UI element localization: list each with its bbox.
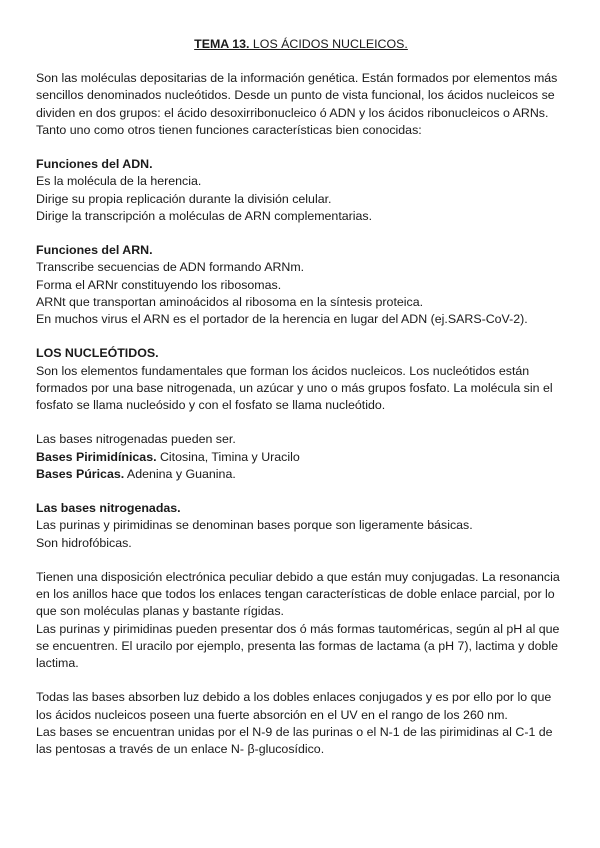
bases-puricas-line (36, 466, 566, 483)
title-number: TEMA 13. (194, 37, 250, 51)
bases-puricas-label: Bases Púricas. (36, 466, 125, 481)
bases-pirimidinicas-line (36, 449, 566, 466)
disposicion-section (36, 569, 566, 672)
bases-nitrogenadas-line: Las purinas y pirimidinas se denominan bases porque son ligeramente básicas. (36, 518, 473, 533)
bases-tipos-intro: Las bases nitrogenadas pueden ser. (36, 432, 236, 447)
intro-section (36, 70, 566, 139)
bases-tipos-section (36, 431, 566, 483)
arn-line: Transcribe secuencias de ADN formando ARNm. (36, 260, 305, 275)
arn-line: En muchos virus el ARN es el portador de la herencia en lugar del ADN (ej.SARS-CoV-2). (36, 312, 528, 327)
arn-section (36, 242, 566, 328)
disposicion-paragraph-2: Las purinas y pirimidinas pueden presentar dos ó más formas tautoméricas, según al pH al que se encuentren. El uracilo por ejemplo, presenta las formas de lactama (a pH 7), lactima y doble lactima. (36, 621, 560, 671)
absorcion-section (36, 689, 566, 758)
arn-line: Forma el ARNr constituyendo los ribosomas. (36, 277, 282, 292)
bases-nitrogenadas-line: Son hidrofóbicas. (36, 535, 132, 550)
nucleotidos-section (36, 345, 566, 414)
document-page (36, 36, 566, 775)
absorcion-paragraph-1: Todas las bases absorben luz debido a los dobles enlaces conjugados y es por ello por lo que los ácidos nucleicos poseen una fuerte absorción en el UV en el rango de los 260 nm. (36, 690, 552, 722)
nucleotidos-paragraph: Son los elementos fundamentales que forman los ácidos nucleicos. Los nucleótidos están formados por una base nitrogenada, un azúcar y uno o más grupos fosfato. La molécula sin el fosfato se llama nucleósido y con el fosfato se llama nucleótido. (36, 363, 553, 413)
disposicion-paragraph-1: Tienen una disposición electrónica peculiar debido a que están muy conjugadas. La resonancia en los anillos hace que todos los enlaces tengan características de doble enlace parcial, por lo que son moléculas planas y bastante rígidas. (36, 570, 560, 619)
bases-pirimidinicas-text: Citosina, Timina y Uracilo (156, 449, 300, 464)
arn-line: ARNt que transportan aminoácidos al ribosoma en la síntesis proteica. (36, 294, 424, 309)
adn-line: Dirige su propia replicación durante la división celular. (36, 191, 332, 206)
adn-line: Es la molécula de la herencia. (36, 174, 202, 189)
adn-section (36, 156, 566, 225)
adn-line: Dirige la transcripción a moléculas de ARN complementarias. (36, 208, 373, 223)
nucleotidos-heading: LOS NUCLEÓTIDOS. (36, 346, 159, 361)
title-text: LOS ÁCIDOS NUCLEICOS. (249, 37, 408, 51)
bases-pirimidinicas-label: Bases Pirimidínicas. (36, 449, 157, 464)
bases-nitrogenadas-section (36, 500, 566, 552)
adn-heading: Funciones del ADN. (36, 157, 153, 172)
arn-heading: Funciones del ARN. (36, 243, 153, 258)
page-title (36, 36, 566, 53)
absorcion-paragraph-2: Las bases se encuentran unidas por el N-9 de las purinas o el N-1 de las pirimidinas al C-1 de las pentosas a través de un enlace N- β-glucosídico. (36, 724, 553, 757)
intro-paragraph: Son las moléculas depositarias de la información genética. Están formados por elementos más sencillos denominados nucleótidos. Desde un punto de vista funcional, los ácidos nucleicos se dividen en dos grupos: el ácido desoxirribonucleico ó ADN y los ácidos ribonucleicos o ARNs. Tanto uno como otros tienen funciones características bien conocidas: (36, 71, 558, 137)
bases-puricas-text: Adenina y Guanina. (124, 466, 236, 481)
bases-nitrogenadas-heading: Las bases nitrogenadas. (36, 501, 181, 516)
